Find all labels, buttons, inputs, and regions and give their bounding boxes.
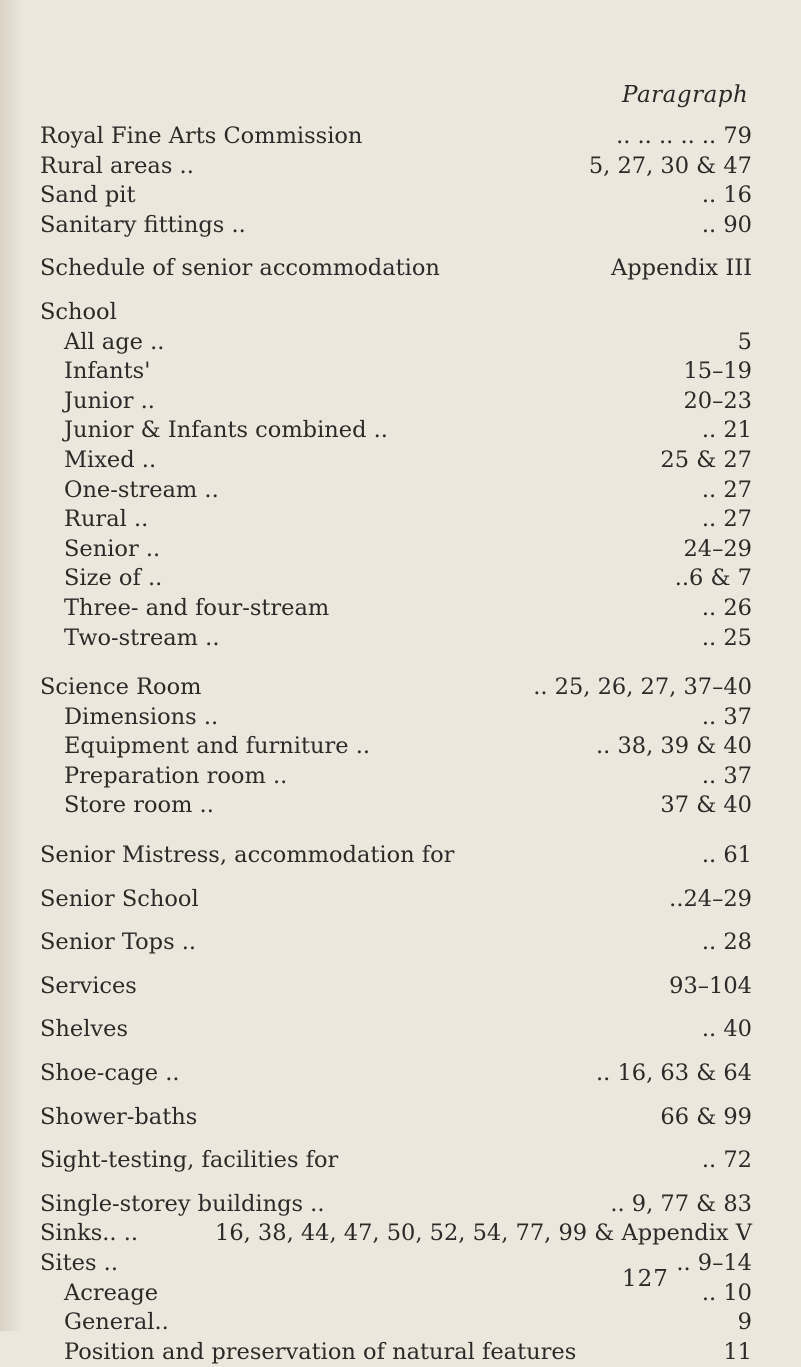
index-subentry (40, 732, 752, 762)
index-subentry (40, 535, 752, 565)
index-entry (40, 1059, 752, 1089)
index-subentry (40, 594, 752, 624)
entry-label: Single-storey buildings .. (40, 1190, 325, 1217)
entry-ref: .. 21 (701, 417, 752, 444)
index-subentry (40, 564, 752, 594)
entry-ref: 24–29 (683, 535, 752, 562)
entry-label: Sites .. (40, 1250, 118, 1276)
entry-ref: .. 16 (701, 182, 752, 209)
index-subentry (40, 1308, 752, 1338)
entry-ref: Appendix III (611, 255, 752, 282)
index-subentry (40, 476, 752, 506)
index-subentry (40, 416, 752, 446)
index-subentry (40, 387, 752, 417)
entry-label: Store room .. (64, 792, 214, 819)
entry-label: One-stream .. (64, 476, 219, 503)
entry-ref: ..6 & 7 (674, 565, 752, 592)
index-entry (40, 254, 752, 284)
index-entry (40, 928, 752, 958)
entry-label: Rural areas .. (40, 152, 194, 179)
index-subentry (40, 505, 752, 535)
entry-label: All age .. (64, 328, 165, 355)
entry-label: Senior Tops .. (40, 929, 197, 956)
entry-ref: 15–19 (683, 358, 752, 385)
index-entry (40, 1190, 752, 1220)
entry-label: Mixed .. (64, 446, 157, 473)
entry-ref: .. 40 (701, 1016, 752, 1043)
index-subentry (40, 328, 752, 358)
entry-ref: 93–104 (669, 972, 752, 999)
entry-ref: .. .. .. .. .. 79 (616, 123, 752, 149)
entry-label: Senior School (40, 885, 199, 912)
index-subentry (40, 357, 752, 387)
entry-label: Two-stream .. (64, 624, 220, 651)
entry-ref: .. 61 (701, 842, 752, 869)
index-entry (40, 841, 752, 871)
entry-ref: .. 10 (701, 1279, 752, 1306)
entry-ref: 9 (737, 1309, 752, 1336)
index-entries (40, 122, 752, 1367)
entry-ref: 37 & 40 (660, 792, 752, 819)
index-subentry (40, 1338, 752, 1367)
entry-ref: .. 27 (701, 476, 752, 503)
index-entry (40, 1015, 752, 1045)
entry-ref: .. 38, 39 & 40 (596, 733, 752, 760)
entry-label: Preparation room .. (64, 762, 288, 789)
entry-label: Size of .. (64, 565, 163, 592)
entry-label: Sand pit (40, 182, 136, 209)
entry-label: Sanitary fittings .. (40, 211, 246, 238)
entry-label: Services (40, 972, 137, 999)
entry-ref: .. 9–14 (676, 1250, 752, 1276)
entry-label: Three- and four-stream (64, 594, 330, 621)
entry-label: Dimensions .. (64, 703, 219, 730)
index-entry (40, 181, 752, 211)
entry-label: Science Room (40, 674, 202, 701)
index-entry (40, 885, 752, 915)
entry-label: School (40, 298, 117, 325)
entry-ref: .. 25 (701, 624, 752, 651)
index-subentry (40, 762, 752, 792)
entry-label: Shelves (40, 1016, 128, 1043)
entry-label: Schedule of senior accommodation (40, 255, 440, 282)
entry-ref: .. 27 (701, 506, 752, 533)
entry-label: Sight-testing, facilities for (40, 1147, 339, 1174)
entry-ref: 5 (737, 328, 752, 355)
index-entry (40, 1219, 752, 1249)
index-subentry (40, 703, 752, 733)
entry-ref: .. 28 (701, 929, 752, 956)
entry-label: Junior & Infants combined .. (64, 417, 388, 444)
entry-label: Infants' (64, 358, 151, 385)
entry-label: Junior .. (64, 387, 155, 414)
page-edge-shadow (0, 0, 22, 1331)
entry-label: Equipment and furniture .. (64, 733, 371, 760)
index-subentry (40, 624, 752, 654)
entry-ref: .. 37 (701, 762, 752, 789)
entry-ref: 20–23 (683, 387, 752, 414)
entry-ref: .. 26 (701, 594, 752, 621)
index-subentry (40, 446, 752, 476)
entry-label: Shoe-cage .. (40, 1060, 180, 1087)
entry-ref: .. 37 (701, 703, 752, 730)
entry-label: Senior Mistress, accommodation for (40, 842, 455, 869)
entry-ref: 25 & 27 (660, 446, 752, 473)
index-entry (40, 1103, 752, 1133)
entry-ref: ..24–29 (669, 885, 752, 912)
entry-ref: .. 9, 77 & 83 (610, 1190, 752, 1217)
entry-ref: .. 72 (701, 1147, 752, 1174)
entry-label: Acreage (64, 1279, 159, 1306)
entry-ref: .. 16, 63 & 64 (596, 1060, 752, 1087)
entry-ref: 16, 38, 44, 47, 50, 52, 54, 77, 99 & Appendix V (215, 1220, 752, 1247)
index-entry (40, 122, 752, 152)
index-entry (40, 211, 752, 241)
index-entry (40, 152, 752, 182)
entry-label: Royal Fine Arts Commission (40, 123, 363, 149)
entry-label: Rural .. (64, 506, 149, 533)
index-entry (40, 972, 752, 1002)
index-subentry (40, 791, 752, 821)
entry-label: General.. (64, 1309, 169, 1336)
entry-label: Shower-baths (40, 1103, 198, 1130)
entry-label: Sinks.. .. (40, 1220, 139, 1247)
entry-label: Senior .. (64, 535, 161, 562)
index-heading (40, 298, 752, 328)
index-entry (40, 673, 752, 703)
page-number: 127 (622, 1266, 669, 1292)
index-entry (40, 1146, 752, 1176)
entry-ref: 5, 27, 30 & 47 (588, 152, 752, 179)
entry-ref: 66 & 99 (660, 1103, 752, 1130)
entry-ref: .. 25, 26, 27, 37–40 (533, 674, 752, 701)
column-header-paragraph: Paragraph (622, 82, 749, 108)
entry-label: Position and preservation of natural features (64, 1338, 577, 1365)
entry-ref: 11 (723, 1338, 752, 1365)
entry-ref: .. 90 (701, 211, 752, 238)
